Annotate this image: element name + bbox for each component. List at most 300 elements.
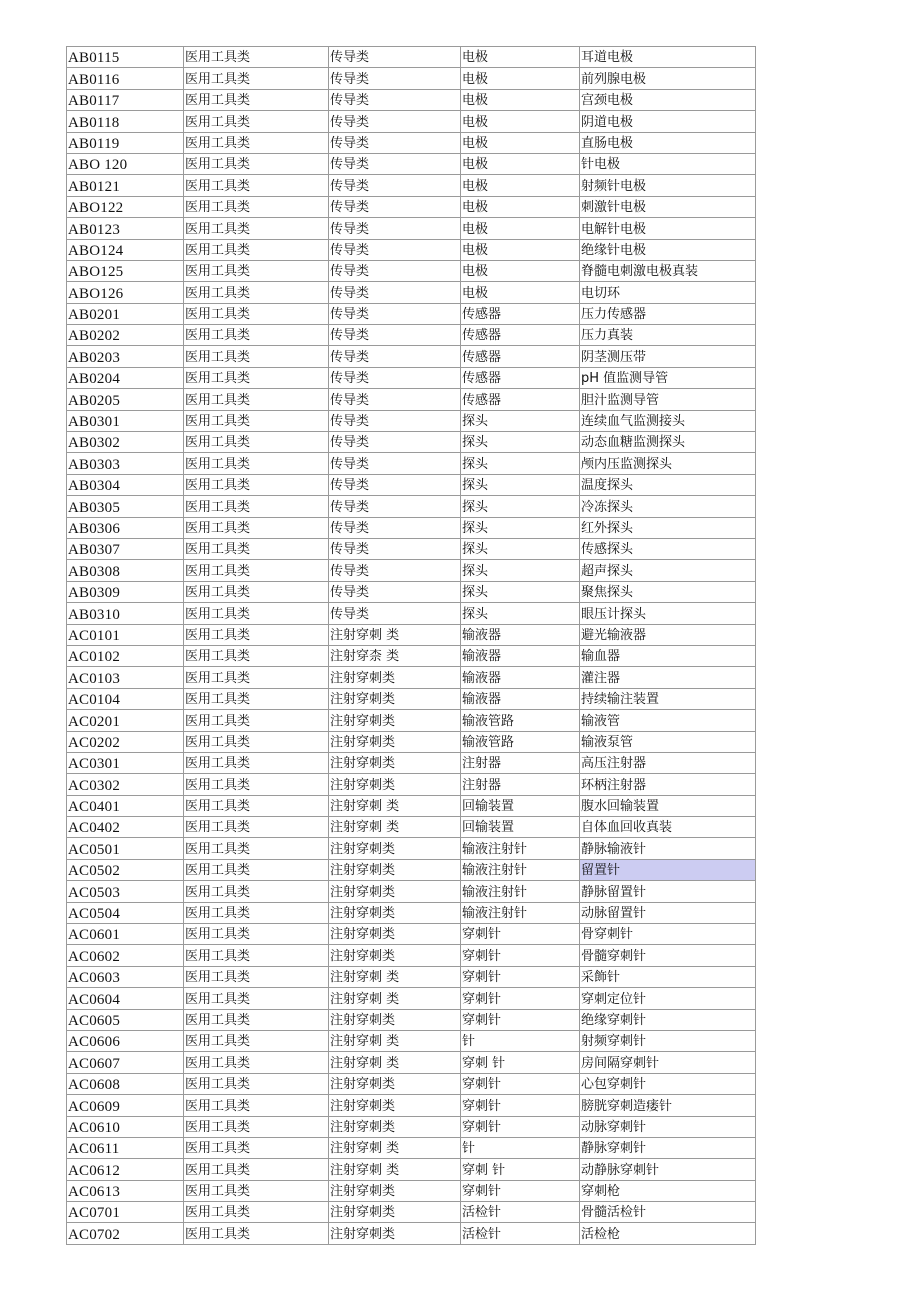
category-cell[interactable]: 医用工具类 bbox=[184, 795, 329, 816]
name-cell[interactable]: 阴茎测压带 bbox=[580, 346, 756, 367]
name-cell[interactable]: 避光输液器 bbox=[580, 624, 756, 645]
subcategory-cell[interactable]: 注射穿刺 类 bbox=[329, 1030, 461, 1051]
subcategory-cell[interactable]: 传导类 bbox=[329, 581, 461, 602]
name-cell[interactable]: 留置针 bbox=[580, 859, 756, 880]
code-cell[interactable]: AB0307 bbox=[67, 538, 184, 559]
category-cell[interactable]: 医用工具类 bbox=[184, 838, 329, 859]
name-cell[interactable]: 膀胱穿刺造瘘针 bbox=[580, 1095, 756, 1116]
category-cell[interactable]: 医用工具类 bbox=[184, 731, 329, 752]
category-cell[interactable]: 医用工具类 bbox=[184, 560, 329, 581]
group-cell[interactable]: 探头 bbox=[461, 474, 580, 495]
subcategory-cell[interactable]: 注射穿刺类 bbox=[329, 1073, 461, 1094]
category-cell[interactable]: 医用工具类 bbox=[184, 325, 329, 346]
subcategory-cell[interactable]: 注射穿刺 类 bbox=[329, 817, 461, 838]
subcategory-cell[interactable]: 传导类 bbox=[329, 68, 461, 89]
category-cell[interactable]: 医用工具类 bbox=[184, 1116, 329, 1137]
name-cell[interactable]: 动脉留置针 bbox=[580, 902, 756, 923]
category-cell[interactable]: 医用工具类 bbox=[184, 89, 329, 110]
code-cell[interactable]: AC0201 bbox=[67, 710, 184, 731]
subcategory-cell[interactable]: 注射穿刺类 bbox=[329, 902, 461, 923]
code-cell[interactable]: ABO124 bbox=[67, 239, 184, 260]
subcategory-cell[interactable]: 注射穿刺类 bbox=[329, 752, 461, 773]
group-cell[interactable]: 穿刺针 bbox=[461, 988, 580, 1009]
code-cell[interactable]: AC0613 bbox=[67, 1180, 184, 1201]
code-cell[interactable]: AC0612 bbox=[67, 1159, 184, 1180]
code-cell[interactable]: ABO125 bbox=[67, 260, 184, 281]
subcategory-cell[interactable]: 传导类 bbox=[329, 517, 461, 538]
name-cell[interactable]: 直肠电极 bbox=[580, 132, 756, 153]
name-cell[interactable]: 连续血气监测接头 bbox=[580, 410, 756, 431]
group-cell[interactable]: 电极 bbox=[461, 175, 580, 196]
subcategory-cell[interactable]: 传导类 bbox=[329, 560, 461, 581]
code-cell[interactable]: AC0501 bbox=[67, 838, 184, 859]
name-cell[interactable]: 电切环 bbox=[580, 282, 756, 303]
subcategory-cell[interactable]: 注射穿刺类 bbox=[329, 945, 461, 966]
group-cell[interactable]: 输液器 bbox=[461, 688, 580, 709]
group-cell[interactable]: 电极 bbox=[461, 282, 580, 303]
subcategory-cell[interactable]: 注射穿刺 类 bbox=[329, 1159, 461, 1180]
category-cell[interactable]: 医用工具类 bbox=[184, 667, 329, 688]
code-cell[interactable]: AC0602 bbox=[67, 945, 184, 966]
group-cell[interactable]: 针 bbox=[461, 1030, 580, 1051]
group-cell[interactable]: 探头 bbox=[461, 581, 580, 602]
subcategory-cell[interactable]: 传导类 bbox=[329, 474, 461, 495]
group-cell[interactable]: 穿刺针 bbox=[461, 966, 580, 987]
group-cell[interactable]: 传感器 bbox=[461, 346, 580, 367]
code-cell[interactable]: AB0202 bbox=[67, 325, 184, 346]
subcategory-cell[interactable]: 传导类 bbox=[329, 410, 461, 431]
category-cell[interactable]: 医用工具类 bbox=[184, 474, 329, 495]
table-row bbox=[67, 1095, 756, 1116]
group-cell[interactable]: 回输装置 bbox=[461, 817, 580, 838]
subcategory-cell[interactable]: 注射穿刺类 bbox=[329, 731, 461, 752]
group-cell[interactable]: 输液注射针 bbox=[461, 881, 580, 902]
name-cell[interactable]: 静脉穿刺针 bbox=[580, 1137, 756, 1158]
name-cell[interactable]: 冷冻探头 bbox=[580, 496, 756, 517]
group-cell[interactable]: 输液器 bbox=[461, 624, 580, 645]
table-row bbox=[67, 1180, 756, 1201]
name-cell[interactable]: 输液管 bbox=[580, 710, 756, 731]
category-cell[interactable]: 医用工具类 bbox=[184, 346, 329, 367]
group-cell[interactable]: 探头 bbox=[461, 496, 580, 517]
group-cell[interactable]: 电极 bbox=[461, 260, 580, 281]
code-cell[interactable]: AB0119 bbox=[67, 132, 184, 153]
code-cell[interactable]: ABO126 bbox=[67, 282, 184, 303]
group-cell[interactable]: 注射器 bbox=[461, 752, 580, 773]
group-cell[interactable]: 回输装置 bbox=[461, 795, 580, 816]
name-cell[interactable]: 心包穿刺针 bbox=[580, 1073, 756, 1094]
name-cell[interactable]: 针电极 bbox=[580, 153, 756, 174]
subcategory-cell[interactable]: 传导类 bbox=[329, 89, 461, 110]
category-cell[interactable]: 医用工具类 bbox=[184, 132, 329, 153]
subcategory-cell[interactable]: 传导类 bbox=[329, 367, 461, 388]
name-cell[interactable]: 超声探头 bbox=[580, 560, 756, 581]
group-cell[interactable]: 探头 bbox=[461, 538, 580, 559]
category-cell[interactable]: 医用工具类 bbox=[184, 774, 329, 795]
code-cell[interactable]: AC0302 bbox=[67, 774, 184, 795]
table-row bbox=[67, 453, 756, 474]
table-row bbox=[67, 538, 756, 559]
name-cell[interactable]: 绝缘穿刺针 bbox=[580, 1009, 756, 1030]
category-cell[interactable]: 医用工具类 bbox=[184, 710, 329, 731]
code-cell[interactable]: AB0304 bbox=[67, 474, 184, 495]
name-cell[interactable]: 动态血糖监测探头 bbox=[580, 432, 756, 453]
category-cell[interactable]: 医用工具类 bbox=[184, 1052, 329, 1073]
category-cell[interactable]: 医用工具类 bbox=[184, 988, 329, 1009]
name-cell[interactable]: pH 值监测导管 bbox=[580, 367, 756, 388]
group-cell[interactable]: 输液注射针 bbox=[461, 902, 580, 923]
category-cell[interactable]: 医用工具类 bbox=[184, 303, 329, 324]
code-cell[interactable]: AC0202 bbox=[67, 731, 184, 752]
code-cell[interactable]: AB0205 bbox=[67, 389, 184, 410]
subcategory-cell[interactable]: 注射穿刺类 bbox=[329, 1009, 461, 1030]
table-row bbox=[67, 560, 756, 581]
name-cell[interactable]: 前列腺电极 bbox=[580, 68, 756, 89]
group-cell[interactable]: 穿刺针 bbox=[461, 924, 580, 945]
code-cell[interactable]: AC0504 bbox=[67, 902, 184, 923]
table-row bbox=[67, 111, 756, 132]
name-cell[interactable]: 射频穿刺针 bbox=[580, 1030, 756, 1051]
name-cell[interactable]: 温度探头 bbox=[580, 474, 756, 495]
table-row bbox=[67, 474, 756, 495]
group-cell[interactable]: 穿刺针 bbox=[461, 1116, 580, 1137]
table-row bbox=[67, 752, 756, 773]
table-row bbox=[67, 1073, 756, 1094]
category-cell[interactable]: 医用工具类 bbox=[184, 453, 329, 474]
subcategory-cell[interactable]: 传导类 bbox=[329, 389, 461, 410]
group-cell[interactable]: 电极 bbox=[461, 132, 580, 153]
code-cell[interactable]: AC0301 bbox=[67, 752, 184, 773]
group-cell[interactable]: 传感器 bbox=[461, 389, 580, 410]
code-cell[interactable]: AC0401 bbox=[67, 795, 184, 816]
group-cell[interactable]: 电极 bbox=[461, 153, 580, 174]
group-cell[interactable]: 针 bbox=[461, 1137, 580, 1158]
category-cell[interactable]: 医用工具类 bbox=[184, 603, 329, 624]
name-cell[interactable]: 宫颈电极 bbox=[580, 89, 756, 110]
code-cell[interactable]: AC0601 bbox=[67, 924, 184, 945]
code-cell[interactable]: AC0104 bbox=[67, 688, 184, 709]
name-cell[interactable]: 骨髓活检针 bbox=[580, 1202, 756, 1223]
name-cell[interactable]: 压力真装 bbox=[580, 325, 756, 346]
category-cell[interactable]: 医用工具类 bbox=[184, 688, 329, 709]
code-cell[interactable]: AC0701 bbox=[67, 1202, 184, 1223]
table-row bbox=[67, 1116, 756, 1137]
code-cell[interactable]: AB0115 bbox=[67, 47, 184, 68]
name-cell[interactable]: 眼压计探头 bbox=[580, 603, 756, 624]
group-cell[interactable]: 输液器 bbox=[461, 667, 580, 688]
subcategory-cell[interactable]: 传导类 bbox=[329, 111, 461, 132]
category-cell[interactable]: 医用工具类 bbox=[184, 538, 329, 559]
category-cell[interactable]: 医用工具类 bbox=[184, 902, 329, 923]
name-cell[interactable]: 颅内压监测探头 bbox=[580, 453, 756, 474]
category-cell[interactable]: 医用工具类 bbox=[184, 752, 329, 773]
subcategory-cell[interactable]: 传导类 bbox=[329, 453, 461, 474]
name-cell[interactable]: 高压注射器 bbox=[580, 752, 756, 773]
group-cell[interactable]: 电极 bbox=[461, 239, 580, 260]
code-cell[interactable]: AC0103 bbox=[67, 667, 184, 688]
category-cell[interactable]: 医用工具类 bbox=[184, 945, 329, 966]
category-cell[interactable]: 医用工具类 bbox=[184, 1073, 329, 1094]
subcategory-cell[interactable]: 传导类 bbox=[329, 153, 461, 174]
category-cell[interactable]: 医用工具类 bbox=[184, 817, 329, 838]
code-cell[interactable]: AB0116 bbox=[67, 68, 184, 89]
group-cell[interactable]: 穿刺针 bbox=[461, 1095, 580, 1116]
group-cell[interactable]: 穿刺 针 bbox=[461, 1052, 580, 1073]
subcategory-cell[interactable]: 注射穿刺类 bbox=[329, 1095, 461, 1116]
category-cell[interactable]: 医用工具类 bbox=[184, 496, 329, 517]
code-cell[interactable]: AB0310 bbox=[67, 603, 184, 624]
category-cell[interactable]: 医用工具类 bbox=[184, 1009, 329, 1030]
code-cell[interactable]: AC0611 bbox=[67, 1137, 184, 1158]
name-cell[interactable]: 输液泵管 bbox=[580, 731, 756, 752]
category-cell[interactable]: 医用工具类 bbox=[184, 517, 329, 538]
name-cell[interactable]: 电解针电极 bbox=[580, 218, 756, 239]
category-cell[interactable]: 医用工具类 bbox=[184, 645, 329, 666]
code-cell[interactable]: AC0607 bbox=[67, 1052, 184, 1073]
category-cell[interactable]: 医用工具类 bbox=[184, 1202, 329, 1223]
subcategory-cell[interactable]: 注射穿刺类 bbox=[329, 881, 461, 902]
code-cell[interactable]: AB0301 bbox=[67, 410, 184, 431]
category-cell[interactable]: 医用工具类 bbox=[184, 1137, 329, 1158]
subcategory-cell[interactable]: 传导类 bbox=[329, 432, 461, 453]
name-cell[interactable]: 刺激针电极 bbox=[580, 196, 756, 217]
name-cell[interactable]: 压力传感器 bbox=[580, 303, 756, 324]
subcategory-cell[interactable]: 传导类 bbox=[329, 196, 461, 217]
subcategory-cell[interactable]: 注射穿刺类 bbox=[329, 688, 461, 709]
group-cell[interactable]: 探头 bbox=[461, 453, 580, 474]
subcategory-cell[interactable]: 传导类 bbox=[329, 496, 461, 517]
category-cell[interactable]: 医用工具类 bbox=[184, 367, 329, 388]
name-cell[interactable]: 传感探头 bbox=[580, 538, 756, 559]
group-cell[interactable]: 电极 bbox=[461, 196, 580, 217]
table-row bbox=[67, 1159, 756, 1180]
group-cell[interactable]: 传感器 bbox=[461, 367, 580, 388]
table-row bbox=[67, 282, 756, 303]
table-row bbox=[67, 1052, 756, 1073]
name-cell[interactable]: 穿刺定位针 bbox=[580, 988, 756, 1009]
code-cell[interactable]: AB0121 bbox=[67, 175, 184, 196]
group-cell[interactable]: 活检针 bbox=[461, 1202, 580, 1223]
group-cell[interactable]: 电极 bbox=[461, 68, 580, 89]
category-cell[interactable]: 医用工具类 bbox=[184, 218, 329, 239]
code-cell[interactable]: ABO122 bbox=[67, 196, 184, 217]
name-cell[interactable]: 自体血回收真装 bbox=[580, 817, 756, 838]
subcategory-cell[interactable]: 传导类 bbox=[329, 303, 461, 324]
subcategory-cell[interactable]: 传导类 bbox=[329, 260, 461, 281]
table-row bbox=[67, 881, 756, 902]
code-cell[interactable]: AC0603 bbox=[67, 966, 184, 987]
table-row bbox=[67, 1223, 756, 1244]
name-cell[interactable]: 耳道电极 bbox=[580, 47, 756, 68]
name-cell[interactable]: 环柄注射器 bbox=[580, 774, 756, 795]
group-cell[interactable]: 电极 bbox=[461, 111, 580, 132]
code-cell[interactable]: AC0102 bbox=[67, 645, 184, 666]
group-cell[interactable]: 传感器 bbox=[461, 325, 580, 346]
name-cell[interactable]: 胆汁监测导管 bbox=[580, 389, 756, 410]
category-cell[interactable]: 医用工具类 bbox=[184, 432, 329, 453]
name-cell[interactable]: 穿刺枪 bbox=[580, 1180, 756, 1201]
code-cell[interactable]: AC0609 bbox=[67, 1095, 184, 1116]
code-cell[interactable]: AB0303 bbox=[67, 453, 184, 474]
name-cell[interactable]: 输血器 bbox=[580, 645, 756, 666]
subcategory-cell[interactable]: 注射穿刺 类 bbox=[329, 1137, 461, 1158]
category-cell[interactable]: 医用工具类 bbox=[184, 624, 329, 645]
subcategory-cell[interactable]: 注射穿刺类 bbox=[329, 667, 461, 688]
code-cell[interactable]: AB0305 bbox=[67, 496, 184, 517]
name-cell[interactable]: 采飾针 bbox=[580, 966, 756, 987]
code-cell[interactable]: AB0302 bbox=[67, 432, 184, 453]
name-cell[interactable]: 持续输注装置 bbox=[580, 688, 756, 709]
category-cell[interactable]: 医用工具类 bbox=[184, 924, 329, 945]
subcategory-cell[interactable]: 传导类 bbox=[329, 239, 461, 260]
subcategory-cell[interactable]: 注射穿刺 类 bbox=[329, 795, 461, 816]
name-cell[interactable]: 脊髓电刺激电极真装 bbox=[580, 260, 756, 281]
table-row bbox=[67, 496, 756, 517]
code-cell[interactable]: AB0306 bbox=[67, 517, 184, 538]
name-cell[interactable]: 活检枪 bbox=[580, 1223, 756, 1244]
subcategory-cell[interactable]: 注射穿刺类 bbox=[329, 924, 461, 945]
name-cell[interactable]: 腹水回输装置 bbox=[580, 795, 756, 816]
code-cell[interactable]: AB0123 bbox=[67, 218, 184, 239]
category-cell[interactable]: 医用工具类 bbox=[184, 153, 329, 174]
table-row bbox=[67, 389, 756, 410]
category-cell[interactable]: 医用工具类 bbox=[184, 581, 329, 602]
category-cell[interactable]: 医用工具类 bbox=[184, 1030, 329, 1051]
code-cell[interactable]: AC0610 bbox=[67, 1116, 184, 1137]
code-cell[interactable]: AB0204 bbox=[67, 367, 184, 388]
category-cell[interactable]: 医用工具类 bbox=[184, 410, 329, 431]
subcategory-cell[interactable]: 注射穿刺类 bbox=[329, 1116, 461, 1137]
table-row bbox=[67, 838, 756, 859]
category-cell[interactable]: 医用工具类 bbox=[184, 282, 329, 303]
code-cell[interactable]: AC0608 bbox=[67, 1073, 184, 1094]
name-cell[interactable]: 骨穿刺针 bbox=[580, 924, 756, 945]
code-cell[interactable]: AB0117 bbox=[67, 89, 184, 110]
subcategory-cell[interactable]: 注射穿刺类 bbox=[329, 859, 461, 880]
code-cell[interactable]: AC0702 bbox=[67, 1223, 184, 1244]
group-cell[interactable]: 探头 bbox=[461, 560, 580, 581]
subcategory-cell[interactable]: 注射穿刺类 bbox=[329, 710, 461, 731]
category-cell[interactable]: 医用工具类 bbox=[184, 175, 329, 196]
name-cell[interactable]: 阴道电极 bbox=[580, 111, 756, 132]
subcategory-cell[interactable]: 传导类 bbox=[329, 346, 461, 367]
code-cell[interactable]: AC0604 bbox=[67, 988, 184, 1009]
name-cell[interactable]: 静脉留置针 bbox=[580, 881, 756, 902]
name-cell[interactable]: 灌注器 bbox=[580, 667, 756, 688]
group-cell[interactable]: 电极 bbox=[461, 89, 580, 110]
group-cell[interactable]: 穿刺针 bbox=[461, 1073, 580, 1094]
group-cell[interactable]: 穿刺针 bbox=[461, 1180, 580, 1201]
subcategory-cell[interactable]: 注射穿刺 类 bbox=[329, 1052, 461, 1073]
subcategory-cell[interactable]: 注射穿刺类 bbox=[329, 774, 461, 795]
code-cell[interactable]: AC0502 bbox=[67, 859, 184, 880]
group-cell[interactable]: 探头 bbox=[461, 603, 580, 624]
code-cell[interactable]: AB0201 bbox=[67, 303, 184, 324]
category-cell[interactable]: 医用工具类 bbox=[184, 1159, 329, 1180]
name-cell[interactable]: 静脉输液针 bbox=[580, 838, 756, 859]
table-row bbox=[67, 1030, 756, 1051]
group-cell[interactable]: 电极 bbox=[461, 218, 580, 239]
code-cell[interactable]: AC0402 bbox=[67, 817, 184, 838]
category-cell[interactable]: 医用工具类 bbox=[184, 196, 329, 217]
subcategory-cell[interactable]: 注射穿柰 类 bbox=[329, 645, 461, 666]
group-cell[interactable]: 输液注射针 bbox=[461, 859, 580, 880]
subcategory-cell[interactable]: 注射穿刺 类 bbox=[329, 966, 461, 987]
name-cell[interactable]: 绝缘针电极 bbox=[580, 239, 756, 260]
category-cell[interactable]: 医用工具类 bbox=[184, 389, 329, 410]
code-cell[interactable]: AB0308 bbox=[67, 560, 184, 581]
code-cell[interactable]: AC0605 bbox=[67, 1009, 184, 1030]
category-cell[interactable]: 医用工具类 bbox=[184, 881, 329, 902]
subcategory-cell[interactable]: 传导类 bbox=[329, 218, 461, 239]
category-cell[interactable]: 医用工具类 bbox=[184, 68, 329, 89]
name-cell[interactable]: 射频针电极 bbox=[580, 175, 756, 196]
category-cell[interactable]: 医用工具类 bbox=[184, 1180, 329, 1201]
code-cell[interactable]: ABO 120 bbox=[67, 153, 184, 174]
subcategory-cell[interactable]: 传导类 bbox=[329, 282, 461, 303]
category-cell[interactable]: 医用工具类 bbox=[184, 111, 329, 132]
category-cell[interactable]: 医用工具类 bbox=[184, 47, 329, 68]
table-row bbox=[67, 89, 756, 110]
group-cell[interactable]: 穿刺针 bbox=[461, 945, 580, 966]
group-cell[interactable]: 探头 bbox=[461, 517, 580, 538]
subcategory-cell[interactable]: 传导类 bbox=[329, 132, 461, 153]
code-cell[interactable]: AB0203 bbox=[67, 346, 184, 367]
code-cell[interactable]: AB0309 bbox=[67, 581, 184, 602]
group-cell[interactable]: 探头 bbox=[461, 432, 580, 453]
subcategory-cell[interactable]: 注射穿刺类 bbox=[329, 1202, 461, 1223]
category-cell[interactable]: 医用工具类 bbox=[184, 966, 329, 987]
group-cell[interactable]: 穿刺 针 bbox=[461, 1159, 580, 1180]
subcategory-cell[interactable]: 传导类 bbox=[329, 538, 461, 559]
group-cell[interactable]: 输液器 bbox=[461, 645, 580, 666]
code-cell[interactable]: AC0606 bbox=[67, 1030, 184, 1051]
subcategory-cell[interactable]: 注射穿刺 类 bbox=[329, 988, 461, 1009]
subcategory-cell[interactable]: 注射穿刺类 bbox=[329, 838, 461, 859]
subcategory-cell[interactable]: 传导类 bbox=[329, 325, 461, 346]
category-cell[interactable]: 医用工具类 bbox=[184, 260, 329, 281]
group-cell[interactable]: 传感器 bbox=[461, 303, 580, 324]
group-cell[interactable]: 输液注射针 bbox=[461, 838, 580, 859]
category-cell[interactable]: 医用工具类 bbox=[184, 1223, 329, 1244]
group-cell[interactable]: 电极 bbox=[461, 47, 580, 68]
subcategory-cell[interactable]: 注射穿刺类 bbox=[329, 1223, 461, 1244]
name-cell[interactable]: 动静脉穿刺针 bbox=[580, 1159, 756, 1180]
group-cell[interactable]: 输液管路 bbox=[461, 731, 580, 752]
name-cell[interactable]: 骨髓穿刺针 bbox=[580, 945, 756, 966]
group-cell[interactable]: 穿刺针 bbox=[461, 1009, 580, 1030]
code-cell[interactable]: AC0101 bbox=[67, 624, 184, 645]
code-cell[interactable]: AC0503 bbox=[67, 881, 184, 902]
subcategory-cell[interactable]: 传导类 bbox=[329, 47, 461, 68]
category-cell[interactable]: 医用工具类 bbox=[184, 1095, 329, 1116]
category-cell[interactable]: 医用工具类 bbox=[184, 239, 329, 260]
subcategory-cell[interactable]: 注射穿刺类 bbox=[329, 1180, 461, 1201]
name-cell[interactable]: 房间隔穿刺针 bbox=[580, 1052, 756, 1073]
name-cell[interactable]: 红外探头 bbox=[580, 517, 756, 538]
name-cell[interactable]: 聚焦探头 bbox=[580, 581, 756, 602]
subcategory-cell[interactable]: 传导类 bbox=[329, 603, 461, 624]
code-cell[interactable]: AB0118 bbox=[67, 111, 184, 132]
group-cell[interactable]: 注射器 bbox=[461, 774, 580, 795]
group-cell[interactable]: 活检针 bbox=[461, 1223, 580, 1244]
name-cell[interactable]: 动脉穿刺针 bbox=[580, 1116, 756, 1137]
category-cell[interactable]: 医用工具类 bbox=[184, 859, 329, 880]
group-cell[interactable]: 输液管路 bbox=[461, 710, 580, 731]
subcategory-cell[interactable]: 传导类 bbox=[329, 175, 461, 196]
subcategory-cell[interactable]: 注射穿刺 类 bbox=[329, 624, 461, 645]
group-cell[interactable]: 探头 bbox=[461, 410, 580, 431]
